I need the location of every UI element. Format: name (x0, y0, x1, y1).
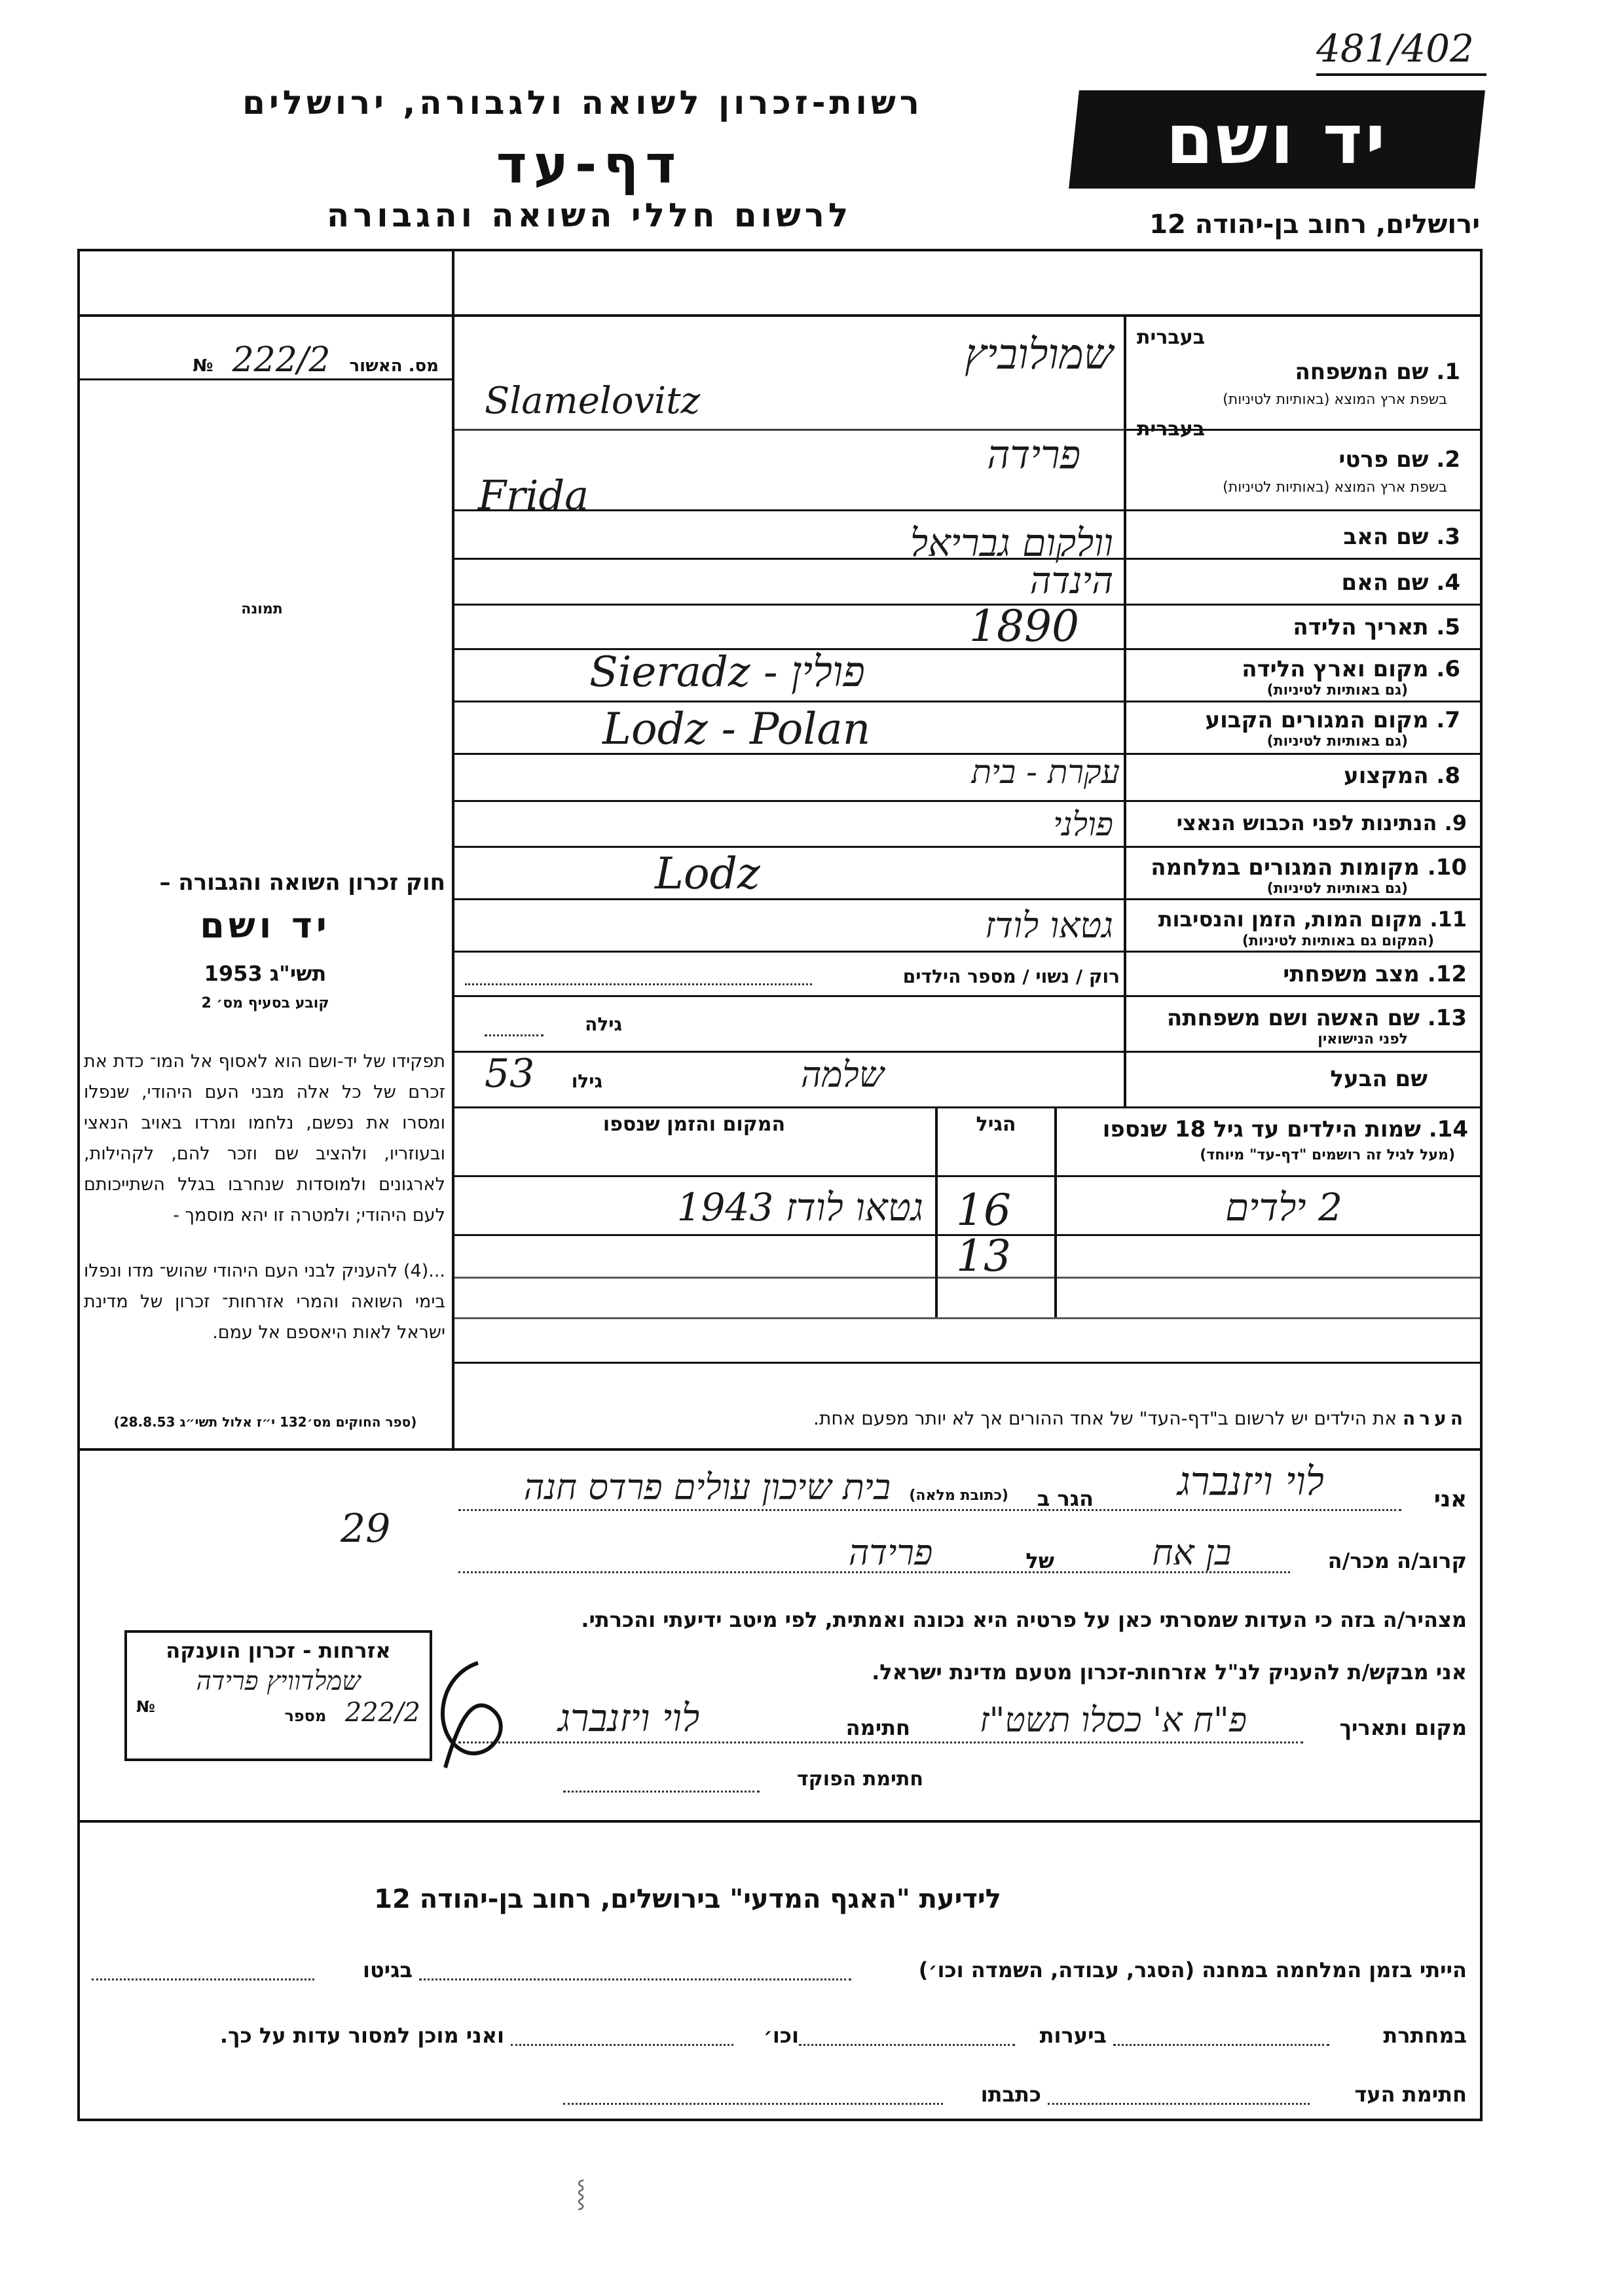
field-6-sublabel: (גם באותיות לטיניות) (1266, 682, 1408, 699)
field-9-number: 9. (1444, 811, 1467, 835)
decl-statement: מצהיר/ה בזה כי העדות שמסרתי כאן על פרטיה היא נכונה ואמתית, לפי מיטב ידיעתי והכרתי. (581, 1607, 1467, 1632)
decl-place-date-line (458, 1741, 1303, 1743)
decl-address-extra: 29 (341, 1506, 391, 1552)
children-col-age-right (1054, 1108, 1057, 1317)
field-1-value-latin: Slamelovitz (485, 380, 701, 422)
note-label: הערה (1403, 1408, 1467, 1429)
decl-address: בית שיכון עולים פרדס חנה (523, 1467, 891, 1508)
approval-number-row (92, 340, 439, 380)
children-col-age-left (935, 1108, 938, 1317)
husband-age-label: גילו (571, 1070, 602, 1092)
field-8-value: עקרת - בית (971, 753, 1120, 791)
children-row-age-2: 13 (956, 1231, 1011, 1281)
footer-line2-b: ביערות (1039, 2023, 1107, 2048)
field-12-label (1133, 961, 1467, 987)
cert-title: אזרחות - זכרון הוענקה (166, 1638, 391, 1663)
field-1-hebrew-tag: בעברית (1137, 326, 1205, 349)
footer-line2-a: במחתרת (1383, 2023, 1467, 2048)
decl-officer-line (563, 1791, 760, 1793)
field-2-sublabel: בשפת ארץ המוצא (באותיות לטיניות) (1223, 479, 1447, 496)
children-row-place: גטאו לודז 1943 (676, 1185, 923, 1230)
row-line-9 (452, 846, 1483, 848)
field-13-label-text: שם האשה ושם משפחתה (1166, 1005, 1420, 1031)
law-text-clause-4: ...(4) להעניק לבני העם היהודי שהוש־ מדו ונפלו בימי השואה והמרי אזרחות־ זכרון של מדינת ישראל לאות היאספם אל עמם. (84, 1261, 445, 1343)
note-row (458, 1408, 1467, 1429)
cert-number-row (127, 1698, 430, 1728)
footer-line2-c: וכו׳ (763, 2023, 799, 2048)
field-4-number: 4. (1436, 570, 1460, 596)
field-8-number: 8. (1436, 763, 1460, 789)
husband-age-value: 53 (485, 1051, 535, 1097)
field-2-value-hebrew: פרידה (987, 432, 1080, 478)
footer-line3-a: חתימת העד (1354, 2082, 1467, 2107)
field-6-label-text: מקום וארץ הלידה (1242, 656, 1429, 682)
field-1-value-hebrew: שמולוביץ (965, 331, 1113, 379)
yad-vashem-logo (1069, 90, 1485, 189)
scan-mark: ⸾ (576, 2178, 586, 2208)
row-line-8 (452, 800, 1483, 802)
approval-no: 222/2 (232, 340, 331, 380)
cert-number-label: מספר (284, 1707, 327, 1725)
field-6-value: Sieradz - פולין (589, 648, 865, 697)
decl-of-label: של (1025, 1548, 1054, 1573)
field-13-age-label: גילה (585, 1013, 622, 1035)
law-citation: (ספר החוקים מס׳132 י״ז אלול תשי״ג 28.8.53) (113, 1414, 417, 1430)
field-2-label (1133, 446, 1460, 473)
field-10-sublabel: (גם באותיות לטיניות) (1266, 881, 1408, 897)
cert-number: 222/2 (344, 1698, 420, 1728)
decl-place-date-label: מקום ותאריך (1339, 1715, 1467, 1740)
field-8-label-text: המקצוע (1344, 763, 1429, 789)
footer-line2-d: ואני מוכן למסור עדות על כך. (219, 2023, 504, 2048)
field-4-value: הינדה (1029, 560, 1113, 602)
decl-officer-label: חתימת הפוקד (797, 1768, 923, 1791)
field-7-sublabel: (גם באותיות לטיניות) (1266, 733, 1408, 750)
decl-full-address-label: (כתובת מלאה) (909, 1487, 1008, 1504)
field-12-label-text: מצב משפחתי (1283, 961, 1420, 987)
field-13-age-dots (485, 1034, 544, 1036)
field-3-label-text: שם האב (1343, 524, 1429, 550)
approval-no-prefix: № (193, 356, 213, 376)
field-10-label-text: מקומות המגורים במלחמה (1151, 854, 1420, 881)
field-2-number: 2. (1436, 446, 1460, 473)
field-8-label (1133, 763, 1460, 789)
field-11-number: 11. (1430, 907, 1467, 932)
field-5-label (1133, 614, 1460, 640)
children-label (1062, 1116, 1468, 1142)
field-5-number: 5. (1436, 614, 1460, 640)
decl-relation: בן אח (1152, 1532, 1232, 1573)
children-col-age: הגיל (976, 1113, 1016, 1136)
memorial-citizenship-box (124, 1630, 432, 1761)
footer-line2-dots-b (799, 2044, 1015, 2046)
children-header-line (452, 1175, 1483, 1177)
field-3-number: 3. (1436, 524, 1460, 550)
row-line-12 (452, 995, 1483, 997)
decl-of-name: פרידה (848, 1532, 933, 1573)
row-line-4 (452, 604, 1483, 606)
decl-name: לוי ויזנברג (1177, 1459, 1324, 1504)
children-number: 14. (1428, 1116, 1468, 1142)
footer-line3-dots-b (563, 2103, 943, 2105)
logo-text: יד ושם (1166, 100, 1388, 179)
law-name: יד ושם (200, 905, 331, 946)
law-title: חוק זכרון השואה והגבורה – (159, 869, 445, 896)
field-12-inline: רוק / נשוי / מספר הילדים (902, 966, 1120, 987)
row-line-husband (452, 1106, 1483, 1108)
row-line-10 (452, 898, 1483, 900)
husband-value: שלמה (800, 1054, 884, 1095)
row-line-6 (452, 701, 1483, 702)
field-11-value: גטאו לודז (985, 905, 1113, 946)
field-6-number: 6. (1436, 656, 1460, 682)
children-col-place: המקום והזמן שנספו (602, 1113, 786, 1136)
field-6-label (1133, 656, 1460, 682)
decl-request: אני מבקש/ת להעניק לנ"ל אזרחות-זכרון מטעם מדינת ישראל. (872, 1660, 1467, 1685)
footer-title: לידיעת "האגף המדעי" בירושלים, רחוב בן-יהודה 12 (374, 1884, 1001, 1914)
field-3-value: וולקום גבריאל (910, 520, 1113, 565)
field-13-sublabel: לפני הנישואין (1318, 1031, 1408, 1048)
law-clause: קובע בסעיף מס׳ 2 (201, 995, 329, 1011)
field-7-label-text: מקום המגורים הקבוע (1205, 707, 1429, 733)
top-row-line (77, 314, 1483, 317)
footer-line1-a: הייתי בזמן המלחמה במחנה (הסגר, עבודה, השמדה וכו׳) (918, 1958, 1467, 1982)
field-4-label-text: שם האם (1341, 570, 1429, 596)
decl-relative-label: קרוב/ה מכר/ה (1327, 1548, 1467, 1573)
form-subtitle: לרשום חללי השואה והגבורה (326, 196, 853, 234)
row-line-1b (452, 429, 1124, 431)
archive-reference: 481/402 (1316, 26, 1474, 71)
field-7-number: 7. (1436, 707, 1460, 733)
field-4-label (1133, 570, 1460, 596)
field-13-label (1133, 1005, 1467, 1031)
field-9-label-text: הנתינות לפני הכבוש הנאצי (1176, 811, 1437, 835)
footer-line1-dots-a (419, 1978, 851, 1980)
field-3-label (1133, 524, 1460, 550)
field-10-number: 10. (1427, 854, 1467, 881)
field-1-number: 1. (1436, 359, 1460, 385)
field-11-sublabel: (המקום גם באותיות לטיניות) (1242, 933, 1434, 949)
field-12-dotted-line (465, 983, 812, 985)
children-bottom-line (452, 1362, 1483, 1364)
label-column-divider (1124, 314, 1126, 1108)
footer-line1-b: בגיטו (363, 1958, 413, 1982)
witness-signature-flourish (419, 1650, 537, 1781)
children-sublabel: (מעל לגיל זה רושמים "דף-עד" מיוחד) (1200, 1147, 1455, 1163)
decl-address-line (458, 1509, 1401, 1511)
field-2-value-latin: Frida (478, 471, 589, 519)
decl-signature: לוי ויזנברג (557, 1696, 700, 1740)
decl-relation-line (458, 1571, 1290, 1573)
authority-name: רשות-זכרון לשואה ולגבורה, ירושלים (242, 84, 923, 122)
row-line-11 (452, 951, 1483, 953)
footer-separator (77, 1820, 1483, 1823)
children-label-text: שמות הילדים עד גיל 18 שנספו (1102, 1116, 1421, 1142)
field-5-value: 1890 (969, 601, 1079, 651)
field-2-hebrew-tag: בעברית (1137, 418, 1205, 441)
field-10-value: Lodz (655, 848, 760, 899)
field-12-number: 12. (1427, 961, 1467, 987)
footer-line3-dots-a (1048, 2103, 1310, 2105)
field-9-value: פולני (1053, 805, 1113, 843)
footer-line2-dots-c (511, 2044, 733, 2046)
form-title: דף-עד (496, 134, 683, 195)
field-1-label (1133, 359, 1460, 385)
field-1-sublabel: בשפת ארץ המוצא (באותיות לטיניות) (1223, 392, 1447, 408)
archive-ref-underline (1316, 73, 1486, 76)
decl-ani: אני (1433, 1486, 1467, 1512)
field-5-label-text: תאריך הלידה (1293, 614, 1429, 640)
field-7-label (1133, 707, 1460, 733)
field-9-label (1133, 811, 1467, 835)
field-2-label-text: שם פרטי (1338, 446, 1429, 473)
approval-label: מס. האשור (349, 356, 439, 376)
footer-line1-dots-b (92, 1978, 314, 1980)
header-address: ירושלים, רחוב בן-יהודה 12 (1149, 210, 1480, 240)
children-row-age-1: 16 (956, 1185, 1011, 1235)
cert-name: שמלדוויץ פרידה (196, 1666, 361, 1696)
footer-line3-b: כתבתו (980, 2082, 1041, 2107)
left-bottom-line (77, 1448, 1483, 1451)
decl-signature-label: חתימה (845, 1715, 910, 1740)
field-11-label-text: מקום המות, הזמן והנסיבות (1158, 907, 1423, 932)
row-line-13 (452, 1051, 1483, 1053)
cert-number-prefix: № (136, 1698, 155, 1716)
field-7-value: Lodz - Polan (602, 704, 871, 754)
law-text-main: תפקידו של יד-ושם הוא לאסוף אל המו־ כדת את זכרם של כל אלה מבני העם היהודי, שנפלו ומסרו את נפשם, נלחמו ומרדו באויב הנאצי ובעוזריו, ולהציב שם וזכר להם, לקהילות, לארגונים ולמוסדות שנחרבו בגלל השתייכותם לעם היהודי; ולמטרה זו יהא מוסמך - (84, 1051, 445, 1226)
note-text: את הילדים יש לרשום ב"דף-העד" של אחד ההורים אך לא יותר מפעם אחת. (813, 1408, 1397, 1429)
decl-gar-b: הגר ב (1037, 1486, 1094, 1511)
husband-label: שם הבעל (1330, 1066, 1428, 1092)
field-10-label (1133, 854, 1467, 881)
law-year: תשי"ג 1953 (204, 961, 327, 986)
field-11-label (1133, 907, 1467, 932)
decl-place-date: פ"ח א' כסלו תשט"ז (979, 1701, 1247, 1740)
field-1-label-text: שם המשפחה (1295, 359, 1429, 385)
field-13-number: 13. (1427, 1005, 1467, 1031)
photo-label: תמונה (241, 601, 283, 617)
children-row-names: 2 ילדים (1225, 1185, 1342, 1230)
children-row-line-3 (452, 1317, 1483, 1319)
footer-line2-dots-a (1113, 2044, 1329, 2046)
